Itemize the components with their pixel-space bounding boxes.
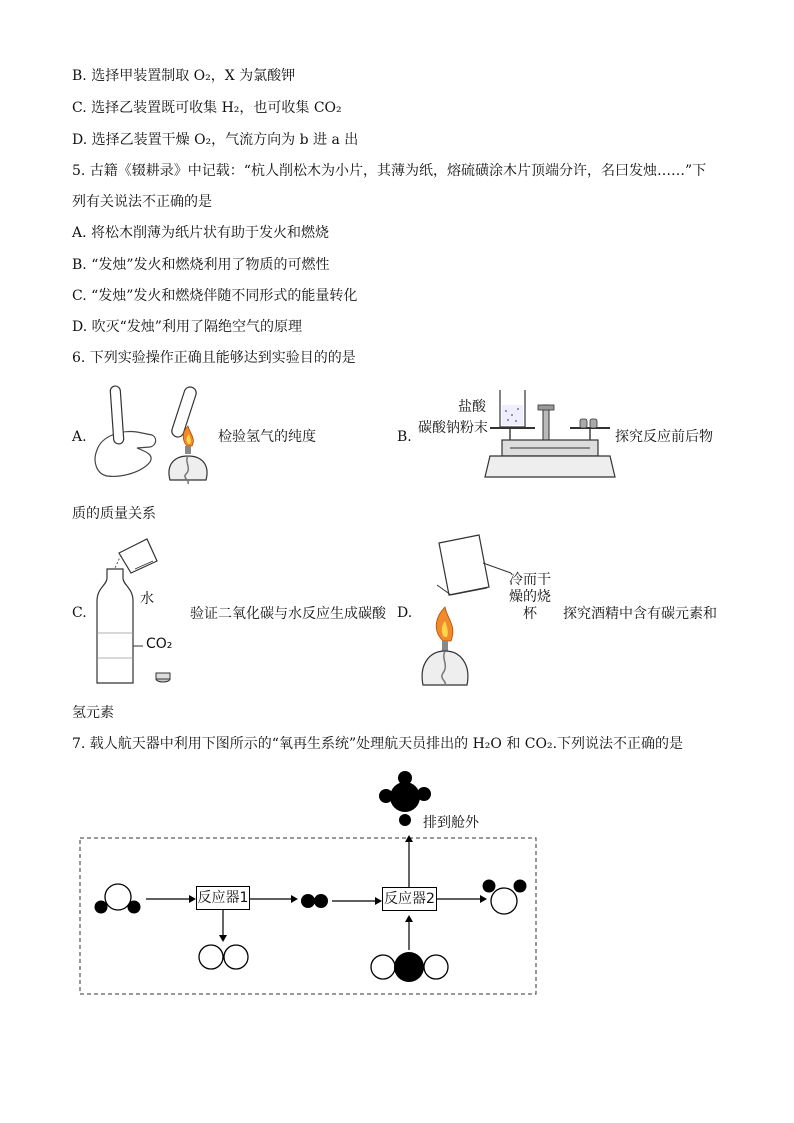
q6-option-d-text-cont: 氢元素 [72,705,114,721]
q5-option-c: C. “发烛”发火和燃烧伴随不同形式的能量转化 [72,288,358,304]
q5-option-d: D. 吹灭“发烛”利用了隔绝空气的原理 [72,319,302,335]
q5-option-b: B. “发烛”发火和燃烧利用了物质的可燃性 [72,257,330,273]
q6-b-label-powder: 碳酸钠粉末 [418,420,488,436]
q6-option-d-text: 探究酒精中含有碳元素和 [563,606,717,622]
q4-option-c: C. 选择乙装置既可收集 H₂，也可收集 CO₂ [72,100,342,116]
alcohol-burner-beaker-figure [415,533,525,693]
q5-option-a: A. 将松木削薄为纸片状有助于发火和燃烧 [72,225,330,241]
balance-reaction-figure [480,385,615,485]
reactor-2-box: 反应器2 [382,887,437,911]
q6-option-b-text: 探究反应前后物 [615,429,713,445]
q6-option-c-letter: C. [72,605,87,621]
q5-stem-line2: 列有关说法不正确的是 [72,194,212,210]
q6-option-a-text: 检验氢气的纯度 [218,429,316,445]
q6-d-label-3: 杯 [523,606,537,622]
q7-stem: 7. 载人航天器中利用下图所示的“氧再生系统”处理航天员排出的 H₂O 和 CO₂.下列说法不正确的是 [72,736,684,752]
q6-c-label-co2: CO₂ [146,636,173,652]
q6-d-label-1: 冷而干 [509,572,551,588]
q4-option-b: B. 选择甲装置制取 O₂，X 为氯酸钾 [72,68,296,84]
q6-option-c-text: 验证二氧化碳与水反应生成碳酸 [190,606,386,622]
q6-option-b-text-cont: 质的质量关系 [72,506,156,522]
q6-option-d-letter: D. [397,605,413,621]
q6-b-label-acid: 盐酸 [458,399,486,415]
q5-stem-line1: 5. 古籍《辍耕录》中记载：“杭人削松木为小片，其薄为纸，熔硫磺涂木片顶端分许，名曰发烛……”下 [72,163,707,179]
reactor-1-box: 反应器1 [196,886,250,910]
oxygen-regeneration-diagram [0,760,794,1010]
q6-option-b-letter: B. [397,429,412,445]
exhaust-label: 排到舱外 [423,815,479,831]
q6-c-label-water: 水 [140,591,154,607]
co2-bottle-figure [95,533,185,693]
q6-option-a-letter: A. [72,429,87,445]
q6-stem: 6. 下列实验操作正确且能够达到实验目的的是 [72,350,356,366]
q6-d-label-2: 燥的烧 [509,589,551,605]
hydrogen-purity-test-figure [92,380,217,490]
q4-option-d: D. 选择乙装置干燥 O₂，气流方向为 b 进 a 出 [72,132,359,148]
